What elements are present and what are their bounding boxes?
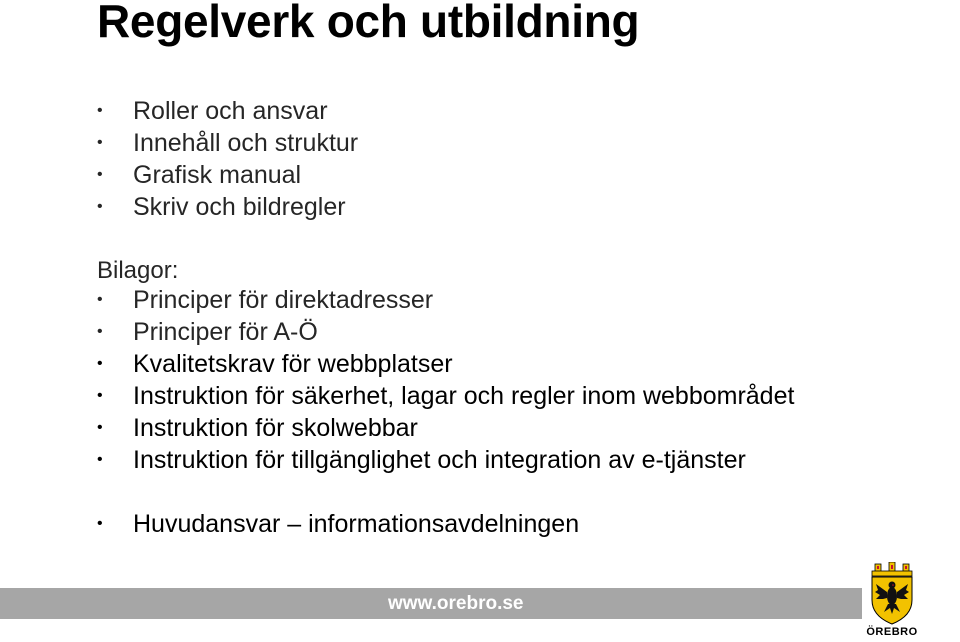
list-item-a-o	[97, 316, 794, 348]
list-item-roller	[97, 95, 358, 127]
list-item-label: Principer för A-Ö	[133, 318, 318, 346]
list-item-direktadresser	[97, 284, 794, 316]
list-item-label: Huvudansvar – informationsavdelningen	[133, 510, 580, 538]
bullet-icon: •	[97, 291, 103, 308]
list-item-label: Innehåll och struktur	[133, 129, 359, 157]
bullet-icon: •	[97, 134, 103, 151]
list-item-huvudansvar	[97, 508, 579, 540]
bilagor-heading: Bilagor:	[97, 257, 179, 284]
list-item-label: Roller och ansvar	[133, 97, 328, 125]
bullet-icon: •	[97, 323, 103, 340]
list-item-label: Instruktion för skolwebbar	[133, 414, 418, 442]
list-item-skriv	[97, 191, 358, 223]
list-item-grafisk	[97, 159, 358, 191]
list-item-sakerhet	[97, 380, 794, 412]
bullet-icon: •	[97, 198, 103, 215]
list-item-label: Principer för direktadresser	[133, 286, 434, 314]
bullet-icon: •	[97, 419, 103, 436]
bullet-icon: •	[97, 102, 103, 119]
list-item-label: Skriv och bildregler	[133, 193, 346, 221]
list-item-kvalitetskrav	[97, 348, 794, 380]
list-item-label: Instruktion för tillgänglighet och integration av e-tjänster	[133, 446, 746, 474]
slide-title: Regelverk och utbildning	[97, 0, 640, 47]
bullet-icon: •	[97, 166, 103, 183]
footer-bar	[0, 588, 862, 619]
list-item-label: Kvalitetskrav för webbplatser	[133, 350, 453, 378]
list-item-skolwebbar	[97, 412, 794, 444]
orebro-coat-of-arms-icon	[864, 562, 920, 626]
responsibility-list	[97, 508, 579, 540]
list-item-label: Grafisk manual	[133, 161, 302, 189]
list-item-innehall	[97, 127, 358, 159]
bullet-icon: •	[97, 451, 103, 468]
orebro-logo	[864, 562, 920, 642]
bullet-icon: •	[97, 515, 103, 532]
logo-text: ÖREBRO	[866, 626, 918, 638]
list-item-label: Instruktion för säkerhet, lagar och regler inom webbområdet	[133, 382, 795, 410]
footer-url[interactable]: www.orebro.se	[388, 593, 524, 614]
bilagor-bullet-list	[97, 284, 794, 476]
bullet-icon: •	[97, 387, 103, 404]
list-item-tillganglighet	[97, 444, 794, 476]
bullet-icon: •	[97, 355, 103, 372]
main-bullet-list	[97, 95, 358, 223]
